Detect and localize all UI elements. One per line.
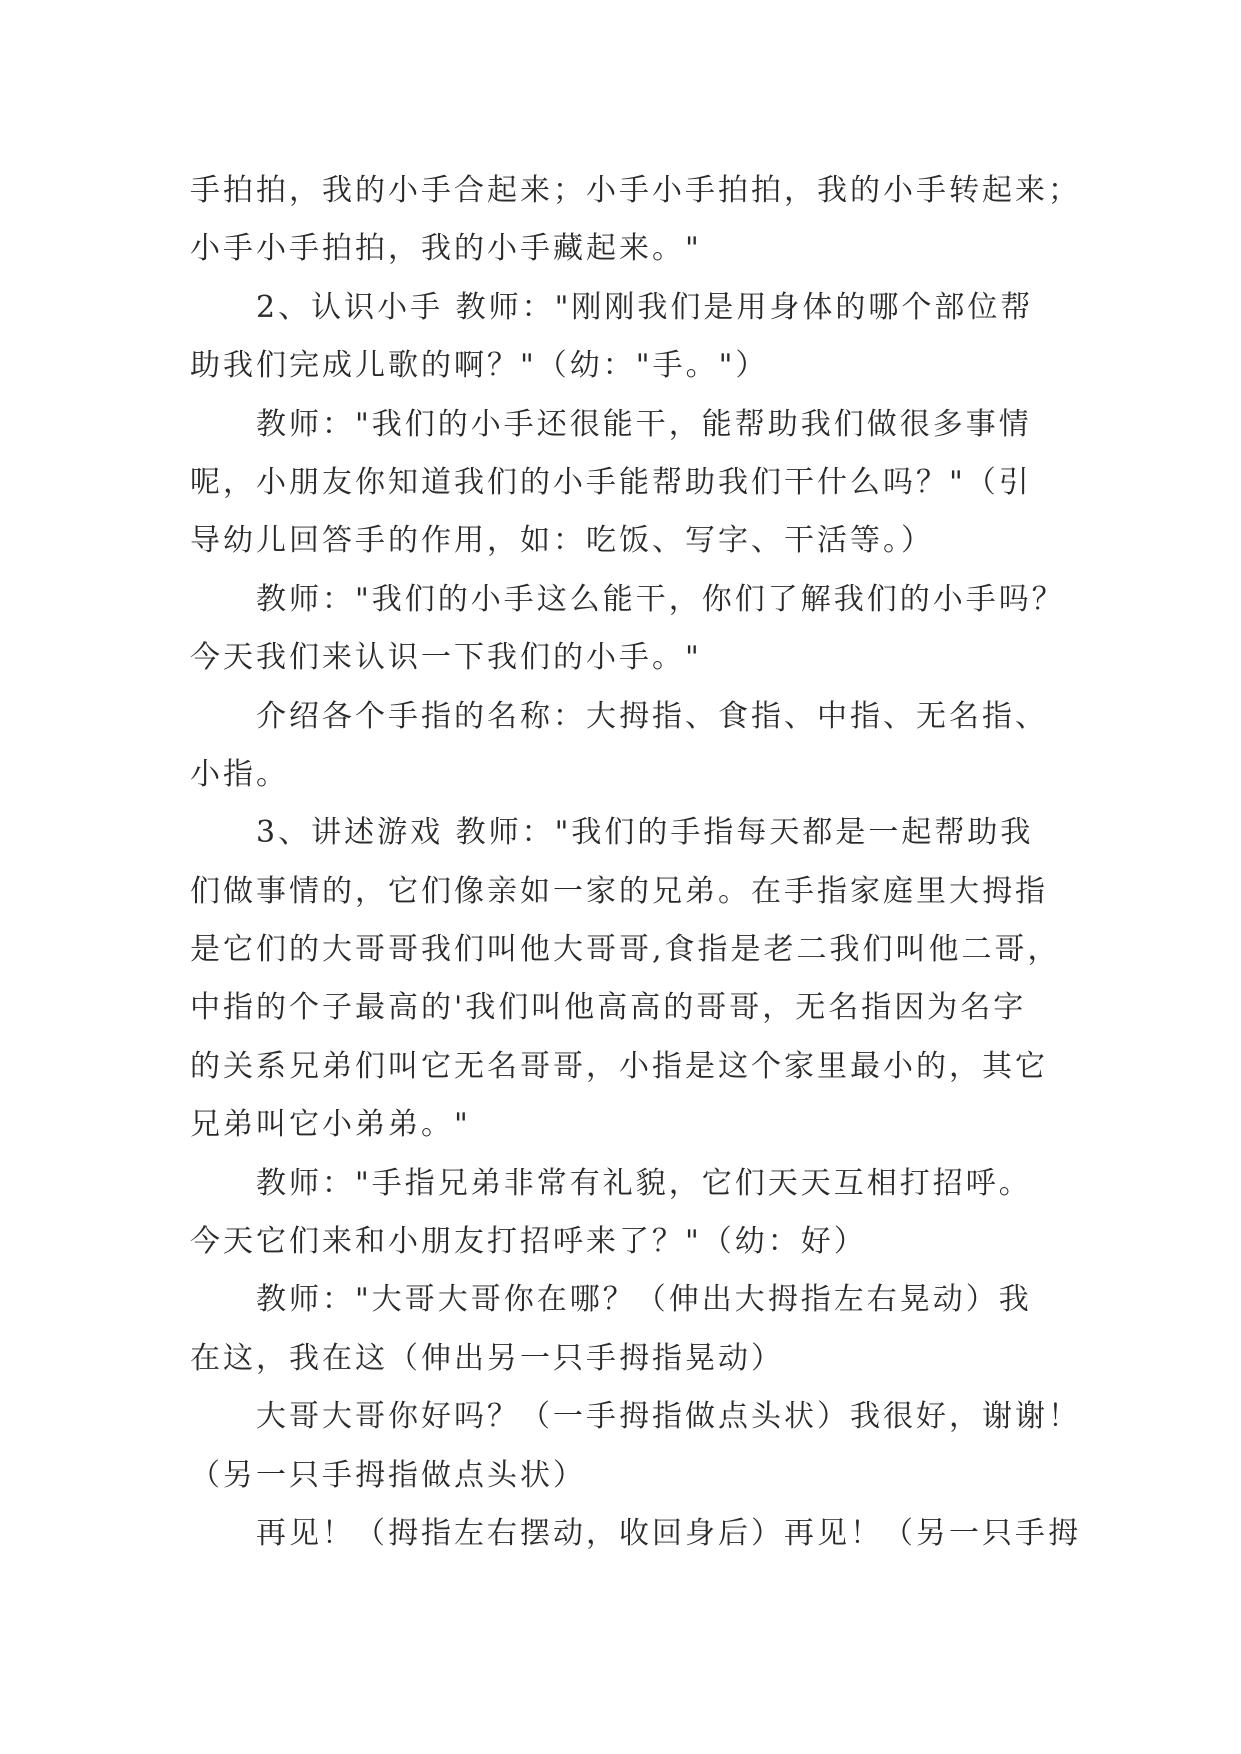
text-line: 小指。: [190, 756, 289, 792]
text-line: 导幼儿回答手的作用，如：吃饭、写字、干活等。）: [190, 523, 934, 559]
text-line: 2、认识小手 教师："刚刚我们是用身体的哪个部位帮: [256, 289, 1034, 325]
text-line: 教师："我们的小手这么能干，你们了解我们的小手吗？: [256, 581, 1065, 617]
text-line: 兄弟叫它小弟弟。": [190, 1107, 471, 1143]
text-line: 在这，我在这（伸出另一只手拇指晃动）: [190, 1340, 784, 1376]
text-line: 教师："大哥大哥你在哪？（伸出大拇指左右晃动）我: [256, 1282, 1032, 1318]
text-line: 介绍各个手指的名称：大拇指、食指、中指、无名指、: [256, 698, 1048, 734]
text-line: （另一只手拇指做点头状）: [190, 1457, 586, 1493]
document-body: [190, 162, 1080, 1563]
text-line: 是它们的大哥哥我们叫他大哥哥,食指是老二我们叫他二哥，: [190, 932, 1061, 968]
text-line: 教师："我们的小手还很能干，能帮助我们做很多事情: [256, 406, 1032, 442]
text-line: 今天我们来认识一下我们的小手。": [190, 640, 702, 676]
text-line: 手拍拍，我的小手合起来；小手小手拍拍，我的小手转起来；: [190, 173, 1081, 208]
text-line: 今天它们来和小朋友打招呼来了？"（幼：好）: [190, 1224, 867, 1260]
text-line: 教师："手指兄弟非常有礼貌，它们天天互相打招呼。: [256, 1165, 1032, 1201]
text-line: 中指的个子最高的'我们叫他高高的哥哥，无名指因为名字: [190, 990, 1027, 1026]
text-line: 助我们完成儿歌的啊？"（幼："手。"）: [190, 348, 769, 384]
text-line: 再见！（拇指左右摆动，收回身后）再见！（另一只手拇: [256, 1515, 1081, 1551]
text-line: 们做事情的，它们像亲如一家的兄弟。在手指家庭里大拇指: [190, 873, 1048, 909]
text-line: 小手小手拍拍，我的小手藏起来。": [190, 231, 702, 267]
text-line: 的关系兄弟们叫它无名哥哥，小指是这个家里最小的，其它: [190, 1048, 1048, 1084]
text-line: 3、讲述游戏 教师："我们的手指每天都是一起帮助我: [256, 815, 1034, 851]
text-line: 呢，小朋友你知道我们的小手能帮助我们干什么吗？"（引: [190, 464, 1032, 500]
text-line: 大哥大哥你好吗？（一手拇指做点头状）我很好，谢谢！: [256, 1399, 1081, 1435]
